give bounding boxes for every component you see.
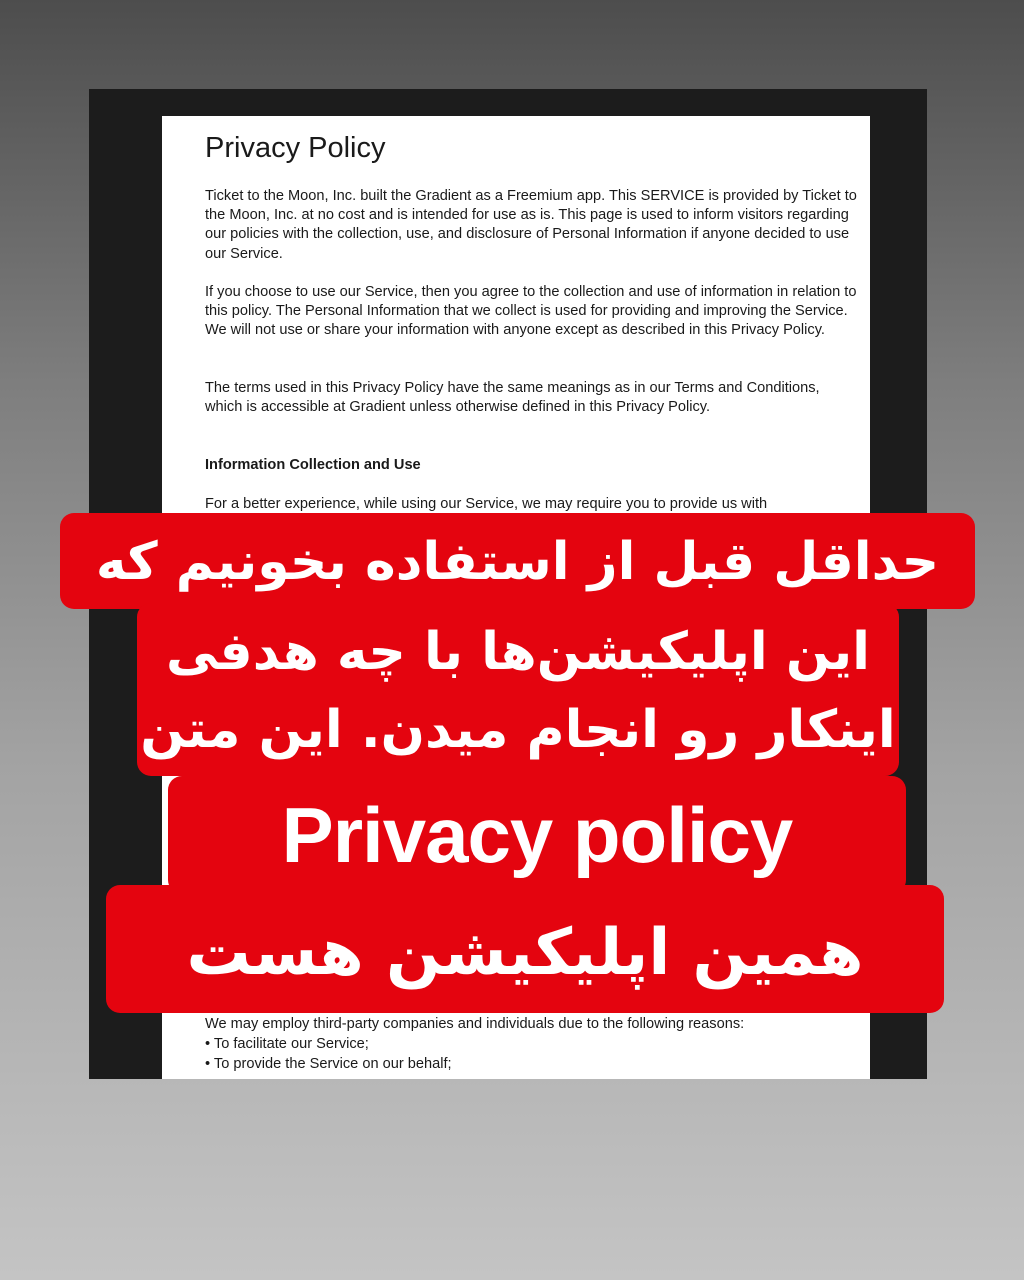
paragraph-terms: The terms used in this Privacy Policy have the same meanings as in our Terms and Conditions, which is accessible at Gradient unless otherwise defined in this Privacy Policy. — [205, 380, 820, 416]
paragraph-consent: If you choose to use our Service, then you agree to the collection and use of information in relation to this policy. The Personal Information that we collect is used for providing and improving the Service. We will not use or share your information with anyone except as described in this Privacy Policy. — [205, 284, 857, 339]
caption-line-1: حداقل قبل از استفاده بخونیم که — [95, 532, 940, 592]
caption-privacy-policy: Privacy policy — [281, 791, 793, 879]
section-heading: Information Collection and Use — [205, 457, 421, 473]
caption-line-3: اینکار رو انجام میدن. این متن — [140, 700, 896, 760]
bottom-line-bullet-2: • To provide the Service on our behalf; — [205, 1056, 452, 1072]
document-title: Privacy Policy — [205, 132, 386, 164]
bottom-line-bullet-1: • To facilitate our Service; — [205, 1036, 369, 1052]
section-first-line: For a better experience, while using our Service, we may require you to provide us with — [205, 496, 768, 512]
caption-line-5: همین اپلیکیشن هست — [186, 916, 864, 990]
paragraph-intro: Ticket to the Moon, Inc. built the Gradient as a Freemium app. This SERVICE is provided by Ticket to the Moon, Inc. at no cost and is intended for use as is. This page is used to inform visitors regarding our policies with the collection, use, and disclosure of Personal Information if anyone decided to use our Service. — [205, 188, 857, 262]
bottom-line-third-party: We may employ third-party companies and individuals due to the following reasons: — [205, 1016, 745, 1032]
caption-line-2: این اپلیکیشن‌ها با چه هدفی — [166, 622, 870, 682]
